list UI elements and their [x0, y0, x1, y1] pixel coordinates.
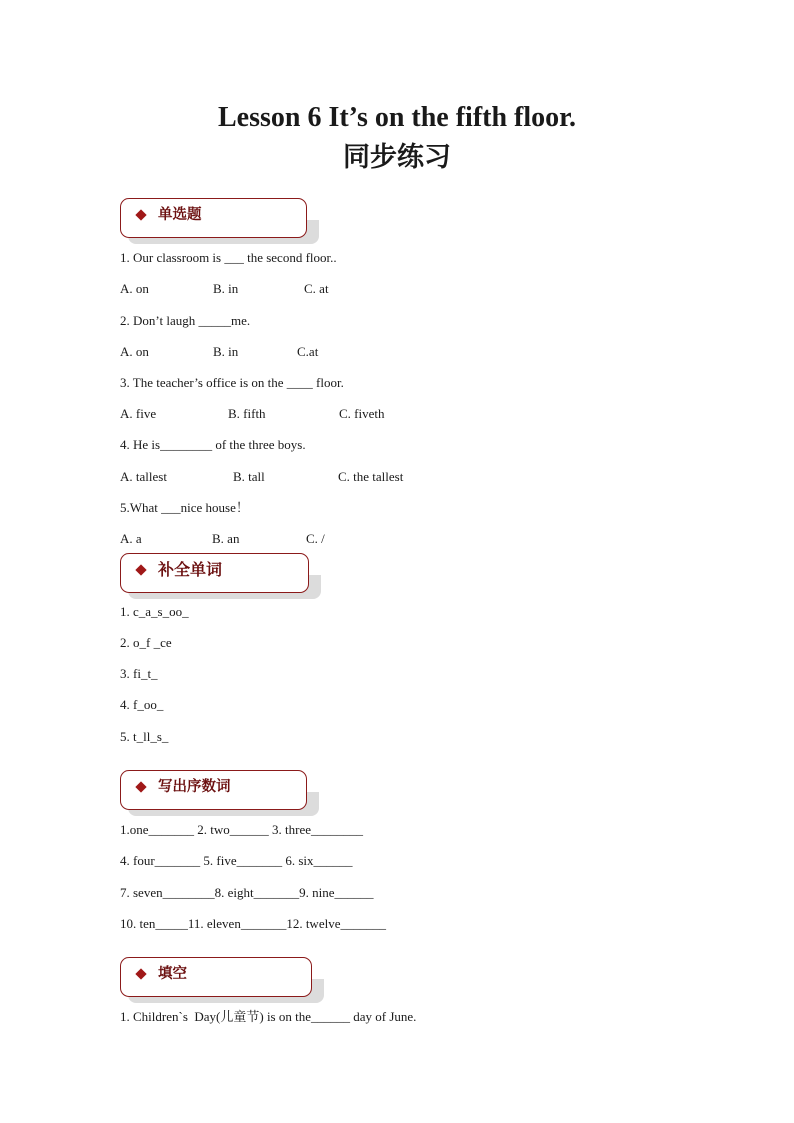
option-a: A. a	[120, 531, 142, 546]
word-item: 1. c_a_s_oo_	[120, 604, 189, 619]
section-header-label: 写出序数词	[158, 779, 231, 795]
word-item: 3. fi_t_	[120, 666, 158, 681]
fill-question: 1. Children`s Day(儿童节) is on the______ day of June.	[120, 1009, 417, 1024]
option-c: C.at	[297, 344, 319, 359]
option-a: A. tallest	[120, 469, 167, 484]
section-header-single-choice	[120, 198, 307, 238]
section-header-label: 填空	[158, 966, 187, 982]
option-c: C. the tallest	[338, 469, 404, 484]
question-text: 4. He is________ of the three boys.	[120, 437, 306, 452]
option-b: B. an	[212, 531, 240, 546]
question-text: 5.What ___nice house！	[120, 500, 249, 515]
page-title: Lesson 6 It’s on the fifth floor.	[217, 102, 577, 133]
ordinal-row: 4. four_______ 5. five_______ 6. six______	[120, 853, 353, 868]
ordinal-row: 10. ten_____11. eleven_______12. twelve_______	[120, 916, 386, 931]
option-c: C. at	[304, 281, 329, 296]
section-header-complete-words	[120, 553, 309, 593]
option-a: A. on	[120, 344, 149, 359]
question-text: 1. Our classroom is ___ the second floor..	[120, 250, 337, 265]
word-item: 2. o_f _ce	[120, 635, 172, 650]
option-b: B. tall	[233, 469, 265, 484]
section-header-fill-in	[120, 957, 312, 997]
option-c: C. fiveth	[339, 406, 385, 421]
word-item: 5. t_ll_s_	[120, 729, 169, 744]
section-header-box	[120, 198, 307, 238]
option-a: A. on	[120, 281, 149, 296]
question-text: 2. Don’t laugh _____me.	[120, 313, 251, 328]
section-header-box	[120, 957, 312, 997]
option-b: B. in	[213, 281, 239, 296]
section-header-ordinals	[120, 770, 307, 810]
option-b: B. in	[213, 344, 239, 359]
ordinal-row: 7. seven________8. eight_______9. nine______	[120, 885, 374, 900]
ordinal-row: 1.one_______ 2. two______ 3. three________	[120, 822, 364, 837]
word-item: 4. f_oo_	[120, 697, 164, 712]
section-header-label: 补全单词	[158, 560, 223, 579]
question-text: 3. The teacher’s office is on the ____ floor.	[120, 375, 344, 390]
option-a: A. five	[120, 406, 157, 421]
page-subtitle: 同步练习	[343, 142, 451, 173]
section-header-label: 单选题	[158, 207, 202, 223]
option-b: B. fifth	[228, 406, 266, 421]
option-c: C. /	[306, 531, 325, 546]
